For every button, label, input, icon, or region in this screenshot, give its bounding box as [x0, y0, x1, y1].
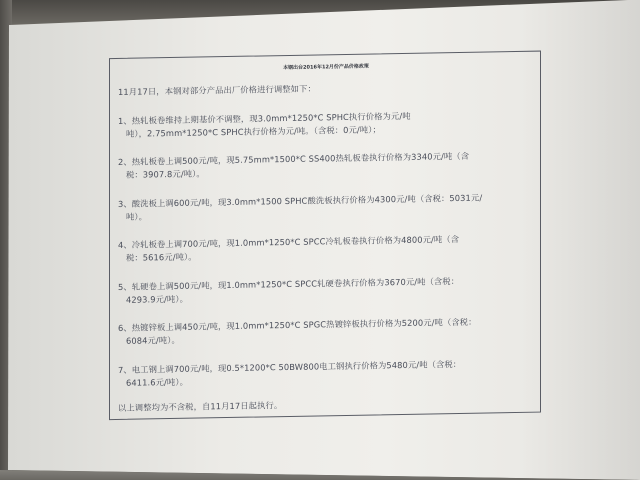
item-3-line-2: 吨）。: [126, 211, 148, 222]
item-5-line-1: 5、轧硬卷上调500元/吨，现1.0mm*1250*C SPCC轧硬卷执行价格为3670元/吨（含税：: [118, 275, 460, 292]
document-title: 本钢出台2016年12月份产品价格政策: [283, 63, 369, 72]
item-2-line-1: 2、热轧板卷上调500元/吨，现5.75mm*1500*C SS400热轧板卷执行价格为3340元/吨（含: [118, 150, 470, 167]
document-footer: 以上调整均为不含税，自11月17日起执行。: [118, 400, 283, 413]
item-6-line-2: 6084元/吨）。: [126, 334, 180, 346]
item-7-line-1: 7、电工钢上调700元/吨，现0.5*1200*C 50BW800电工钢执行价格为5480元/吨（含税：: [118, 358, 462, 375]
item-4-line-2: 税：5616元/吨）。: [126, 251, 197, 263]
item-1-line-1: 1、热轧板卷维持上期基价不调整，现3.0mm*1250*C SPHC执行价格为元/吨: [118, 110, 411, 126]
item-7-line-2: 6411.6元/吨）。: [126, 376, 188, 388]
item-5-line-2: 4293.9元/吨）。: [126, 293, 188, 305]
item-3-line-1: 3、酸洗板上调600元/吨，现3.0mm*1500 SPHC酸洗板执行价格为4300元/吨（含税：5031元/: [118, 192, 483, 209]
item-1-line-2: 吨），2.75mm*1250*C SPHC执行价格为元/吨。（含税：0元/吨）；: [126, 124, 381, 139]
intro-text: 11月17日，本钢对部分产品出厂价格进行调整如下：: [118, 83, 316, 97]
item-4-line-1: 4、冷轧板卷上调700元/吨，现1.0mm*1250*C SPCC冷轧板卷执行价格为4800元/吨（含: [118, 233, 460, 250]
item-2-line-2: 税：3907.8元/吨）。: [126, 168, 205, 180]
item-6-line-1: 6、热镀锌板上调450元/吨，现1.0mm*1250*C SPGC热镀锌板执行价格为5200元/吨（含税：: [118, 316, 477, 333]
document-frame: [109, 51, 541, 421]
